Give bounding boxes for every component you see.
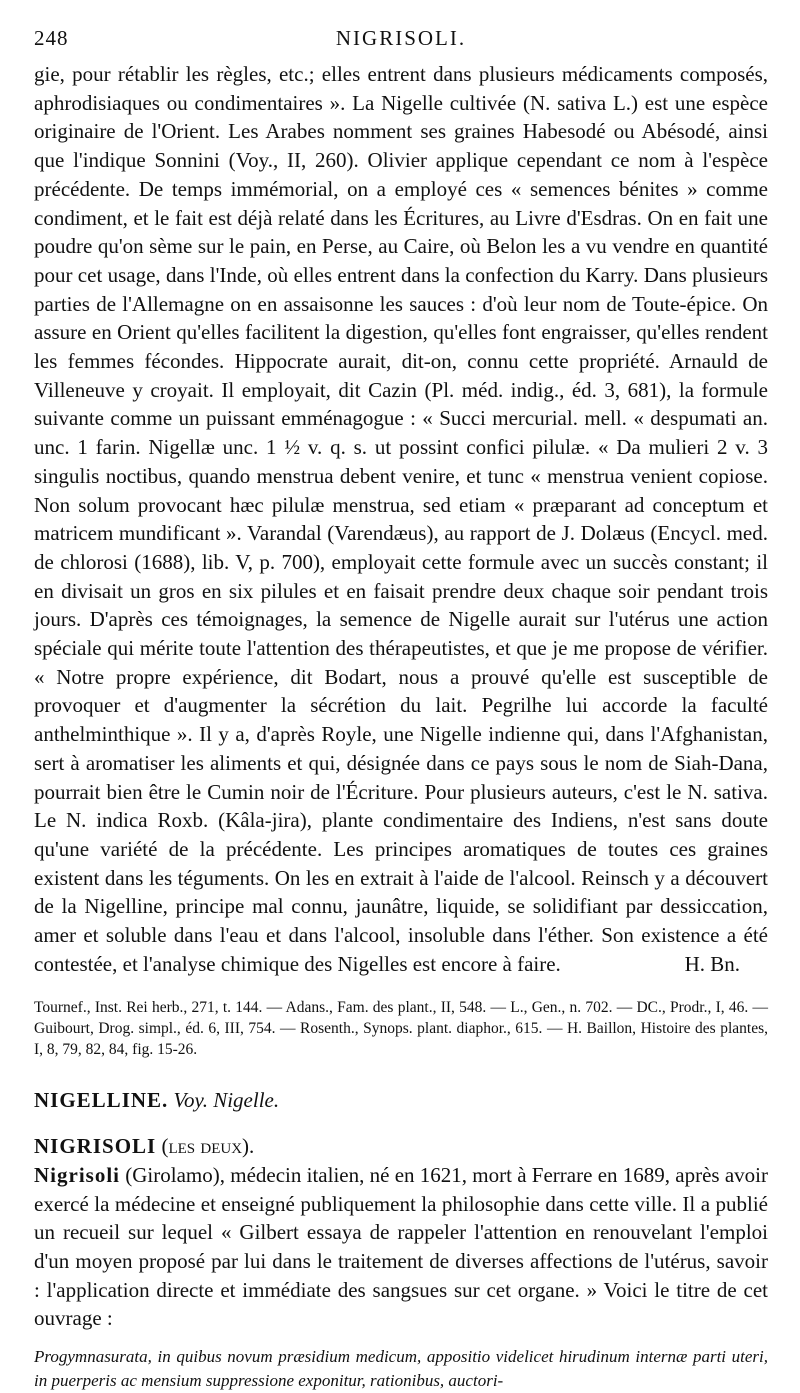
running-title: NIGRISOLI.: [335, 26, 467, 50]
nigrisoli-paragraph: [34, 1161, 768, 1333]
document-page: [34, 26, 768, 1393]
page-number: 248: [34, 26, 69, 50]
nigrisoli-name: Nigrisoli: [34, 1162, 120, 1187]
entry-nigrisoli-head: NIGRISOLI: [34, 1134, 157, 1159]
entry-nigrisoli: [34, 1132, 768, 1161]
nigelle-article-text: [34, 60, 768, 979]
nigrisoli-text: (Girolamo), médecin italien, né en 1621, mort à Ferrare en 1689, après avoir exercé la médecine et enseigné publiquement la philosophie dans cette ville. Il a publié un recueil sur lequel « Gilbert essaya de rappeler l'attention en renouvelant l'emploi d'un moyen proposé par lui dans le traitement de diverses affections de l'utérus, savoir : l'application directe et immédiate des sangsues sur cet organe. » Voici le titre de cet ouvrage :: [34, 1162, 768, 1331]
entry-nigelline-text: Voy. Nigelle.: [173, 1087, 280, 1112]
latin-title: Progymnasurata, in quibus novum præsidium medicum, appositio videlicet hirudinum internæ parti uteri, in puerperis ac mensium suppressione exponitur, rationibus, auctori-: [34, 1347, 768, 1391]
entry-nigelline: [34, 1086, 768, 1115]
nigelle-paragraph: gie, pour rétablir les règles, etc.; elles entrent dans plusieurs médicaments composés, aphrodisiaques ou condimentaires ». La Nigelle cultivée (N. sativa L.) est une espèce originaire de l'Orient. Les Arabes nomment ses graines Habesodé ou Abésodé, ainsi que l'indique Sonnini (Voy., II, 260). Olivier applique cependant ce nom à l'espèce précédente. De temps immémorial, on a employé ces « semences bénites » comme condiment, et le fait est déjà relaté dans les Écritures, au Livre d'Esdras. On en fait une poudre qu'on sème sur le pain, en Perse, au Caire, où Belon les a vu vendre en quantité pour cet usage, dans l'Inde, où elles entrent dans la confection du Karry. Dans plusieurs parties de l'Allemagne on en assaisonne les sauces : d'où leur nom de Toute-épice. On assure en Orient qu'elles facilitent la digestion, qu'elles font engraisser, qu'elles rendent les femmes fécondes. Hippocrate aurait, dit-on, connu cette propriété. Arnauld de Villeneuve y croyait. Il employait, dit Cazin (Pl. méd. indig., éd. 3, 681), la formule suivante comme un puissant emménagogue : « Succi mercurial. mell. « despumati an. unc. 1 farin. Nigellæ unc. 1 ½ v. q. s. ut possint confici pilulæ. « Da mulieri 2 v. 3 singulis noctibus, quando menstrua debent venire, et tunc « menstrua venient copiose. Non solum provocant hæc pilulæ menstrua, sed etiam « præparant ad conceptum et matricem mundificant ». Varandal (Varendæus), au rapport de J. Dolæus (Encycl. med. de chlorosi (1688), lib. V, p. 700), employait cette formule avec un succès constant; il en divisait un gros en six pilules et en faisait prendre deux chaque soir pendant trois jours. D'après ces témoignages, la semence de Nigelle aurait sur l'utérus une action spéciale qui mérite toute l'attention des thérapeutistes, et que je me propose de vérifier. « Notre propre expérience, dit Bodart, nous a prouvé qu'elle est susceptible de provoquer et d'augmenter la sécrétion du lait. Pegrilhe lui accorde la faculté anthelminthique ». Il y a, d'après Royle, une Nigelle indienne qui, dans l'Afghanistan, sert à aromatiser les aliments et qui, désignée dans ce pays sous le nom de Siah-Dana, pourrait bien être le Cumin noir de l'Écriture. Pour plusieurs auteurs, c'est le N. sativa. Le N. indica Roxb. (Kâla-jira), plante condimentaire des Indiens, n'est sans doute qu'une variété de la précédente. Les principes aromatiques de toutes ces graines existent dans les téguments. On les en extrait à l'aide de l'alcool. Reinsch y a découvert de la Nigelline, principe mal connu, jaunâtre, liquide, se solidifiant par dessiccation, amer et soluble dans l'eau et dans l'alcool, insoluble dans l'éther. Son existence a été contestée, et l'analyse chimique des Nigelles est encore à faire.: [34, 62, 768, 976]
entry-nigrisoli-subhead: (les deux).: [161, 1134, 255, 1159]
author-signature: H. Bn.: [684, 951, 740, 976]
entry-nigelline-head: NIGELLINE.: [34, 1087, 169, 1112]
page-header: [34, 26, 768, 60]
bibliography-references: Tournef., Inst. Rei herb., 271, t. 144. — Adans., Fam. des plant., II, 548. — L., Gen., n. 702. — DC., Prodr., I, 46. — Guibourt, Drog. simpl., éd. 6, III, 754. — Rosenth., Synops. plant. diaphor., 615. — H. Baillon, Histoire des plantes, I, 8, 79, 82, 84, fig. 15-26.: [34, 998, 768, 1058]
